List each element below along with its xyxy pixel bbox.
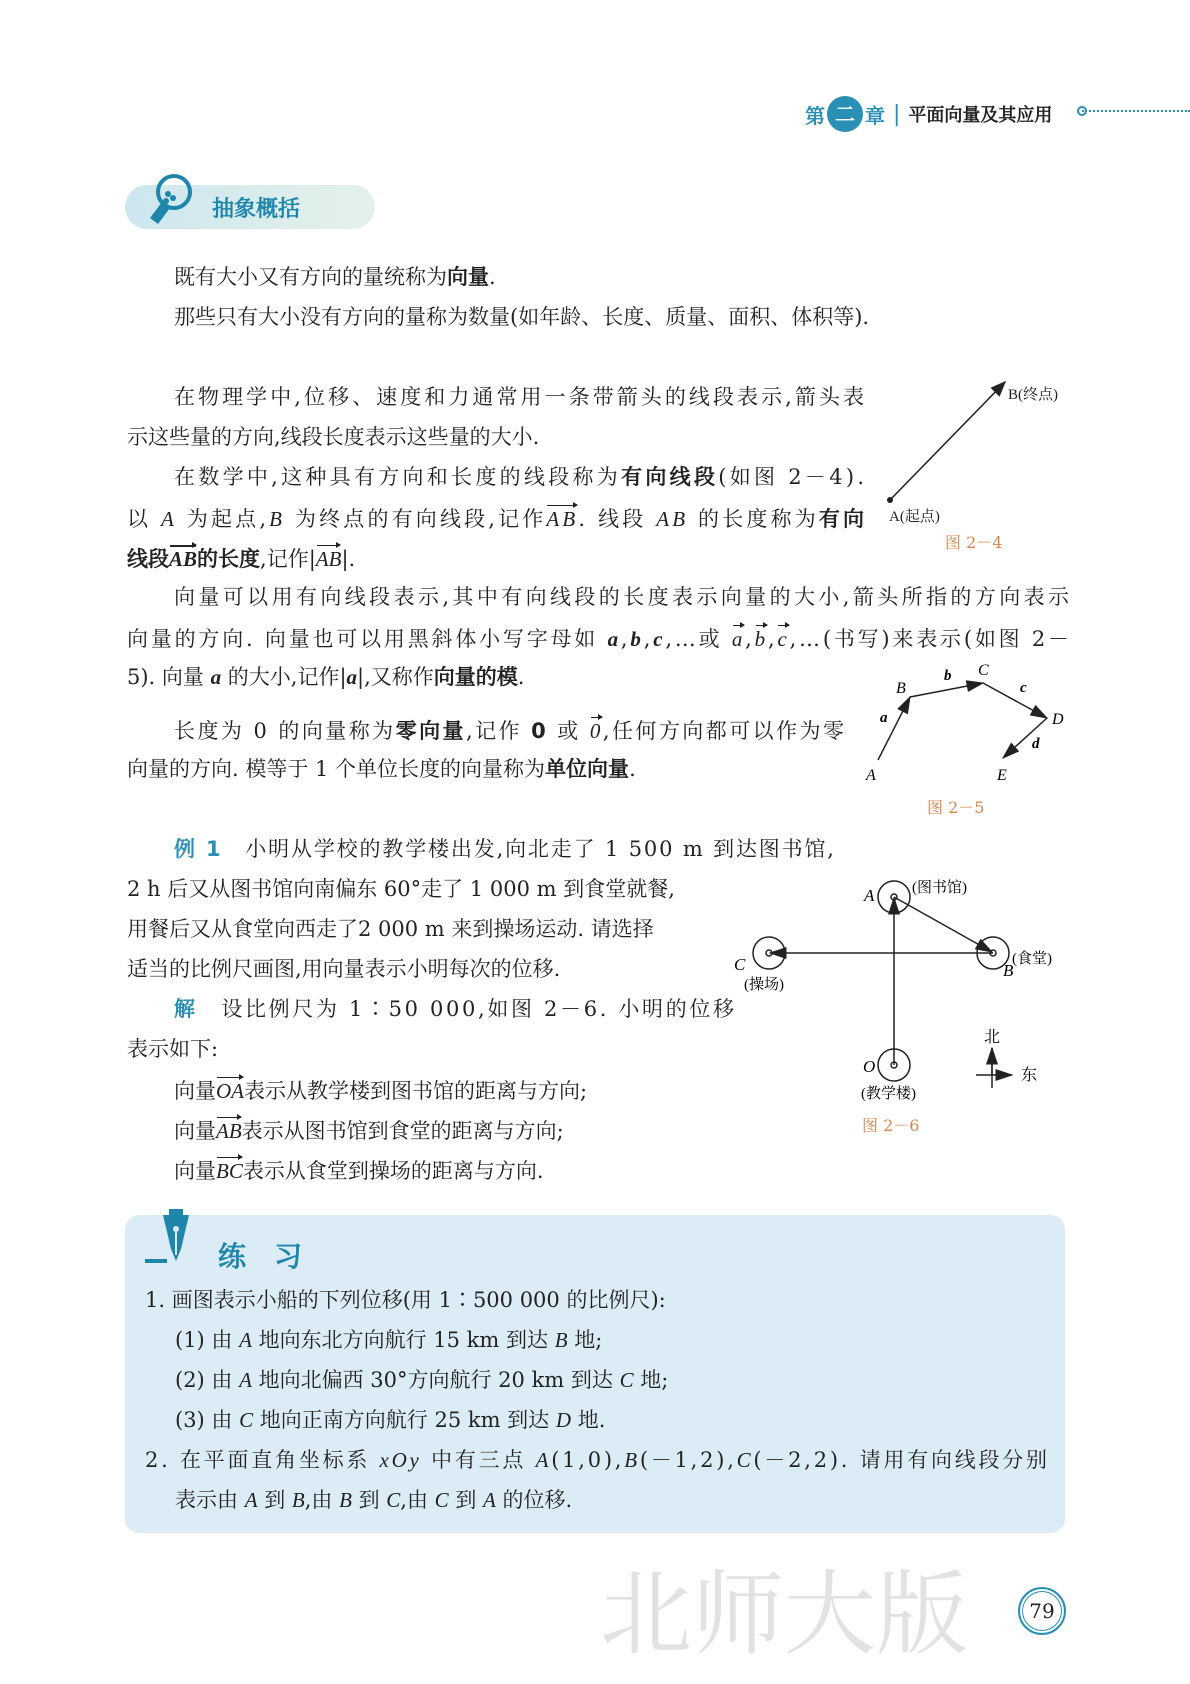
text-segment: ,任何方向都可以作为零 xyxy=(602,719,847,743)
text-segment: 的大小,记作| xyxy=(221,665,347,689)
text-segment: B xyxy=(624,1448,640,1472)
text-segment: 表示从图书馆到食堂的距离与方向; xyxy=(241,1119,564,1143)
figure-2-5 xyxy=(860,660,1070,790)
text-segment: c xyxy=(653,627,666,651)
header-separator: | xyxy=(893,101,901,127)
label-a: A xyxy=(864,886,875,905)
text-segment: B xyxy=(269,507,286,531)
chapter-suffix: 章 xyxy=(865,103,885,128)
text-segment: 中有三点 xyxy=(421,1448,536,1472)
text-line-content xyxy=(145,1445,1050,1475)
page-number xyxy=(1018,1587,1066,1635)
text-line xyxy=(175,1405,1047,1435)
text-line-content xyxy=(127,1034,218,1064)
text-segment: 表示由 xyxy=(175,1488,245,1512)
text-segment: 表示从食堂到操场的距离与方向. xyxy=(242,1159,544,1183)
text-line-content xyxy=(175,1365,668,1395)
text-line-content xyxy=(127,622,1072,654)
text-segment: 5). 向量 xyxy=(127,665,211,689)
text-segment: (－1,2), xyxy=(639,1448,737,1472)
text-segment: ,…或 xyxy=(665,627,732,651)
text-segment: 那些只有大小没有方向的量称为数量(如年龄、长度、质量、面积、体积等). xyxy=(174,305,870,329)
fig24-caption: 图 2－4 xyxy=(945,533,1003,552)
text-segment: 示这些量的方向,线段长度表示这些量的大小. xyxy=(127,425,540,449)
text-line xyxy=(174,1074,734,1106)
vector-d xyxy=(1003,718,1047,758)
label-playground: (操场) xyxy=(744,977,784,993)
text-segment: 到 xyxy=(257,1488,292,1512)
bold-term: 有向线段 xyxy=(621,465,719,489)
text-segment: ,由 xyxy=(304,1488,340,1512)
text-line xyxy=(174,1114,734,1146)
vector-label: a xyxy=(880,710,888,726)
vector-symbol: 0 xyxy=(590,714,603,746)
text-segment: 地向东北方向航行 15 km 到达 xyxy=(251,1328,555,1352)
text-line-content xyxy=(175,1325,602,1355)
text-line-content xyxy=(145,1285,666,1315)
text-segment: , xyxy=(643,627,654,651)
text-segment: . xyxy=(517,665,525,689)
vector-a xyxy=(878,697,910,760)
text-line xyxy=(145,1285,1047,1315)
text-line-content xyxy=(127,754,636,784)
vector-symbol: AB xyxy=(169,542,197,574)
text-segment: 地; xyxy=(567,1328,603,1352)
text-segment: C xyxy=(736,1448,754,1472)
text-line-content xyxy=(174,302,869,332)
vector-ab xyxy=(894,897,992,952)
fig24-label-b: B(终点) xyxy=(1008,387,1058,403)
text-segment: (如图 2－4). xyxy=(718,465,868,489)
text-segment: a xyxy=(607,627,621,651)
text-line-content xyxy=(175,1485,572,1515)
text-line xyxy=(127,754,844,784)
text-line xyxy=(127,1034,687,1064)
text-segment: 表示如下: xyxy=(127,1037,219,1061)
label-library: (图书馆) xyxy=(912,880,967,896)
text-line-content xyxy=(174,382,867,412)
text-segment: C xyxy=(386,1488,401,1512)
text-line xyxy=(127,914,727,944)
text-segment: AB xyxy=(656,507,689,531)
text-line xyxy=(174,302,1064,332)
text-segment: ,记作| xyxy=(260,547,316,571)
text-segment: A xyxy=(239,1328,252,1352)
point-label: E xyxy=(997,767,1007,784)
text-line-content xyxy=(174,582,1072,612)
text-line-content xyxy=(127,422,539,452)
text-line-content xyxy=(174,1154,544,1186)
vector-label: d xyxy=(1032,736,1040,752)
text-segment: 小明从学校的教学楼出发,向北走了 1 500 m 到达图书馆, xyxy=(222,837,836,861)
text-line xyxy=(174,994,737,1024)
label-east: 东 xyxy=(1021,1067,1038,1084)
text-line-content xyxy=(127,914,654,944)
text-segment: xOy xyxy=(379,1448,422,1472)
bold-term: 单位向量 xyxy=(545,757,630,781)
text-segment: , xyxy=(745,627,755,651)
text-segment: 的位移. xyxy=(495,1488,573,1512)
text-line xyxy=(174,1154,734,1186)
label-north: 北 xyxy=(984,1029,1001,1046)
lightbulb-icon xyxy=(140,170,200,230)
chapter-title: 平面向量及其应用 xyxy=(908,105,1053,126)
text-segment: . xyxy=(489,265,496,289)
vector-symbol: c xyxy=(777,622,789,654)
figure-2-6 xyxy=(720,860,1080,1120)
chapter-number-badge: 二 xyxy=(827,96,863,132)
text-segment: B xyxy=(554,1328,568,1352)
text-segment: C xyxy=(619,1368,634,1392)
text-segment: C xyxy=(239,1408,254,1432)
bold-term: 线段 xyxy=(127,547,169,571)
text-segment: A xyxy=(535,1448,552,1472)
text-segment: (1,0), xyxy=(551,1448,625,1472)
point-a xyxy=(887,497,893,503)
text-line xyxy=(174,714,847,746)
text-line xyxy=(127,662,864,692)
text-segment: 设比例尺为 1∶50 000,如图 2－6. 小明的位移 xyxy=(197,997,737,1021)
vector-label: b xyxy=(944,668,952,684)
fig26-caption: 图 2－6 xyxy=(862,1116,920,1135)
practice-title: 练 习 xyxy=(218,1240,303,1273)
chapter-prefix: 第 xyxy=(805,103,825,128)
text-line xyxy=(127,422,864,452)
text-line xyxy=(127,954,727,984)
text-line xyxy=(127,502,868,534)
text-segment: 或 xyxy=(548,719,590,743)
vector-symbol: AB xyxy=(546,502,578,534)
text-line-content xyxy=(174,262,496,292)
text-segment: C xyxy=(434,1488,449,1512)
text-line-content xyxy=(127,662,524,692)
text-line xyxy=(145,1445,1050,1475)
text-segment: ,记作 xyxy=(465,719,532,743)
text-segment: 向量可以用有向线段表示,其中有向线段的长度表示向量的大小,箭头所指的方向表示 xyxy=(174,585,1073,609)
label-b: B xyxy=(1003,961,1014,980)
text-line xyxy=(174,262,1074,292)
text-segment: 以 xyxy=(127,507,161,531)
text-segment: 向量的方向. 模等于 1 个单位长度的向量称为 xyxy=(127,757,546,781)
text-line xyxy=(175,1325,1047,1355)
vector-symbol: AB xyxy=(316,542,342,574)
text-line-content xyxy=(127,502,867,534)
text-line xyxy=(175,1485,1047,1515)
text-segment: 在物理学中,位移、速度和力通常用一条带箭头的线段表示,箭头表 xyxy=(174,385,868,409)
text-line xyxy=(127,542,864,574)
text-line-content xyxy=(174,1114,564,1146)
text-line-content xyxy=(127,542,355,574)
text-line xyxy=(127,622,1072,654)
text-segment: . xyxy=(629,757,636,781)
bold-term: 的长度 xyxy=(197,547,261,571)
bold-term: 向量的模 xyxy=(433,665,518,689)
text-segment: |. xyxy=(341,547,356,571)
text-segment: ,由 xyxy=(400,1488,435,1512)
text-segment: 向量 xyxy=(174,1079,216,1103)
bold-term: 有向 xyxy=(818,507,868,531)
text-line-content xyxy=(174,1074,587,1106)
text-segment: 用餐后又从食堂向西走了2 000 m 来到操场运动. 请选择 xyxy=(127,917,654,941)
bold-term: 0 xyxy=(531,719,549,743)
text-line-content xyxy=(127,954,560,984)
text-segment: B xyxy=(339,1488,352,1512)
label-o: O xyxy=(863,1057,876,1076)
text-segment: (3) 由 xyxy=(175,1408,240,1432)
vector-label: c xyxy=(1020,680,1027,696)
text-segment: 2 h 后又从图书馆向南偏东 60°走了 1 000 m 到食堂就餐, xyxy=(127,877,675,901)
text-segment: 既有大小又有方向的量统称为 xyxy=(174,265,447,289)
header-dotted-rule xyxy=(1082,110,1190,112)
fountain-pen-icon xyxy=(145,1205,205,1265)
text-segment: 到 xyxy=(448,1488,483,1512)
text-segment: 地. xyxy=(571,1408,606,1432)
text-segment: 适当的比例尺画图,用向量表示小明每次的位移. xyxy=(127,957,561,981)
text-segment: 地向北偏西 30°方向航行 20 km 到达 xyxy=(251,1368,620,1392)
text-line xyxy=(174,462,868,492)
text-segment: A xyxy=(244,1488,258,1512)
text-segment: 向量 xyxy=(174,1119,216,1143)
text-line-content xyxy=(174,462,867,492)
fig25-caption: 图 2－5 xyxy=(927,798,985,817)
text-segment: B xyxy=(291,1488,305,1512)
fig24-label-a: A(起点) xyxy=(889,509,940,525)
text-segment: 在数学中,这种具有方向和长度的线段称为 xyxy=(174,465,622,489)
text-segment: 长度为 0 的向量称为 xyxy=(174,719,396,743)
text-segment: (1) 由 xyxy=(175,1328,240,1352)
vector-symbol: a xyxy=(732,622,745,654)
watermark: 北师大版 xyxy=(600,1561,969,1668)
text-segment: 为终点的有向线段,记作 xyxy=(285,507,547,531)
vector-symbol: OA xyxy=(216,1074,244,1106)
text-line xyxy=(127,874,727,904)
vector-b xyxy=(910,683,983,697)
point-label: D xyxy=(1052,711,1064,728)
text-segment: 表示从教学楼到图书馆的距离与方向; xyxy=(244,1079,588,1103)
example-label: 例 1 xyxy=(174,837,223,861)
page-number-text: 79 xyxy=(1029,1599,1055,1623)
text-segment: , xyxy=(767,627,778,651)
bold-term: 零向量 xyxy=(395,719,466,743)
text-segment: 2. 在平面直角坐标系 xyxy=(145,1448,380,1472)
chapter-header xyxy=(805,96,1052,132)
text-segment: b xyxy=(630,627,644,651)
text-segment: |,又称作 xyxy=(357,665,434,689)
section-title: 抽象概括 xyxy=(212,197,301,222)
vector-ab-arrow xyxy=(890,382,1005,500)
text-line-content xyxy=(174,994,737,1024)
text-segment: a xyxy=(210,665,222,689)
vector-symbol: BC xyxy=(216,1154,243,1186)
text-line xyxy=(174,382,868,412)
label-canteen: (食堂) xyxy=(1012,951,1052,967)
text-segment: 的长度称为 xyxy=(688,507,819,531)
text-line xyxy=(175,1365,1047,1395)
text-line-content xyxy=(174,714,846,746)
vector-c xyxy=(983,683,1047,718)
text-line-content xyxy=(175,1405,605,1435)
text-segment: 地向正南方向航行 25 km 到达 xyxy=(253,1408,556,1432)
text-line-content xyxy=(127,874,675,904)
point-label: A xyxy=(866,767,876,784)
text-segment: A xyxy=(161,507,177,531)
text-segment: A xyxy=(239,1368,252,1392)
text-segment: 地; xyxy=(633,1368,669,1392)
text-segment: 1. 画图表示小船的下列位移(用 1∶500 000 的比例尺): xyxy=(145,1288,666,1312)
point-label: C xyxy=(978,662,989,679)
text-segment: 为起点, xyxy=(177,507,270,531)
text-segment: D xyxy=(555,1408,572,1432)
text-segment: 向量的方向. 向量也可以用黑斜体小写字母如 xyxy=(127,627,608,651)
vector-symbol: b xyxy=(755,622,768,654)
label-teaching-building: (教学楼) xyxy=(861,1086,916,1102)
label-c: C xyxy=(734,955,746,974)
example-label: 解 xyxy=(174,997,198,1021)
text-segment: a xyxy=(346,665,358,689)
vector-symbol: AB xyxy=(216,1114,242,1146)
text-segment: (2) 由 xyxy=(175,1368,240,1392)
compass-icon xyxy=(976,1048,1012,1088)
text-segment: (－2,2). 请用有向线段分别 xyxy=(753,1448,1050,1472)
text-segment: . 线段 xyxy=(578,507,657,531)
point-label: B xyxy=(896,680,906,697)
text-segment: 到 xyxy=(351,1488,387,1512)
text-segment: , xyxy=(620,627,631,651)
text-segment: 向量 xyxy=(174,1159,216,1183)
text-segment: ,…(书写)来表示(如图 2－ xyxy=(789,627,1072,651)
text-line xyxy=(174,582,1073,612)
bold-term: 向量 xyxy=(447,265,489,289)
header-rule-dot xyxy=(1077,106,1087,116)
text-segment: A xyxy=(483,1488,496,1512)
